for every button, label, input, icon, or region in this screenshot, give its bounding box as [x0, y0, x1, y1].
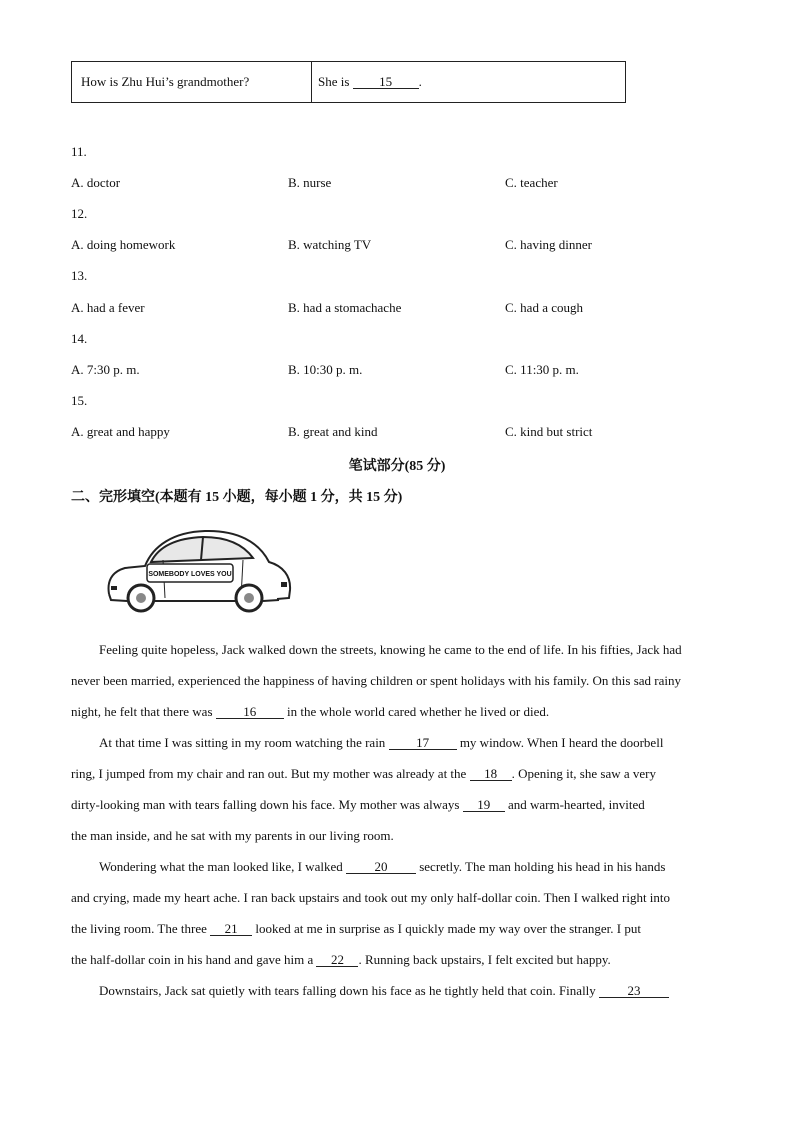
question-number: 15. — [71, 393, 88, 408]
blank-18[interactable]: 18 — [470, 768, 512, 781]
option-a[interactable]: A. doing homework — [71, 237, 176, 252]
passage-line: never been married, experienced the happiness of having children or spent holidays with his family. On this sad rainy — [71, 673, 681, 688]
option-c[interactable]: C. kind but strict — [505, 424, 593, 439]
option-c[interactable]: C. having dinner — [505, 237, 593, 252]
blank-19[interactable]: 19 — [463, 799, 505, 812]
answer-table — [71, 61, 626, 103]
option-a[interactable]: A. 7:30 p. m. — [71, 362, 140, 377]
question-number: 14. — [71, 331, 88, 346]
cloze-passage — [71, 634, 723, 1006]
passage-line: Wondering what the man looked like, I walked 20 secretly. The man holding his head in his hands — [99, 859, 666, 874]
passage-line: Downstairs, Jack sat quietly with tears falling down his face as he tightly held that coin. Finally 23 — [71, 975, 723, 1006]
car-illustration — [103, 524, 295, 614]
table-question-text: How is Zhu Hui’s grandmother? — [81, 74, 250, 89]
option-c[interactable]: C. 11:30 p. m. — [505, 362, 579, 377]
option-b[interactable]: B. watching TV — [288, 237, 372, 252]
question-number: 12. — [71, 206, 88, 221]
table-question-cell — [72, 62, 312, 102]
blank-16[interactable]: 16 — [216, 706, 284, 719]
option-a[interactable]: A. doctor — [71, 175, 121, 190]
car-sign-text: SOMEBODY LOVES YOU — [148, 571, 232, 578]
passage-line: ring, I jumped from my chair and ran out. But my mother was already at the 18 . Opening it, she saw a very — [71, 766, 656, 781]
blank-21[interactable]: 21 — [210, 923, 252, 936]
section-title: 二、完形填空(本题有 15 小题，每小题 1 分，共 15 分) — [71, 490, 403, 505]
option-b[interactable]: B. nurse — [288, 175, 332, 190]
passage-line: the living room. The three 21 looked at me in surprise as I quickly made my way over the stranger. I put — [71, 921, 641, 936]
passage-line: and crying, made my heart ache. I ran back upstairs and took out my only half-dollar coin. Then I walked right into — [71, 890, 671, 905]
option-a[interactable]: A. great and happy — [71, 424, 170, 439]
written-part-title: 笔试部分(85 分) — [348, 459, 446, 474]
option-b[interactable]: B. 10:30 p. m. — [288, 362, 363, 377]
option-c[interactable]: C. had a cough — [505, 300, 583, 315]
blank-22[interactable]: 22 — [316, 954, 358, 967]
table-answer-blank: 15 — [353, 75, 419, 89]
option-b[interactable]: B. great and kind — [288, 424, 378, 439]
question-number: 11. — [71, 144, 87, 159]
blank-17[interactable]: 17 — [389, 737, 457, 750]
table-answer-cell — [318, 74, 422, 90]
blank-23[interactable]: 23 — [599, 985, 669, 998]
option-c[interactable]: C. teacher — [505, 175, 558, 190]
question-number: 13. — [71, 268, 88, 283]
table-answer-prefix: She is — [318, 74, 350, 89]
blank-20[interactable]: 20 — [346, 861, 416, 874]
passage-line: dirty-looking man with tears falling down his face. My mother was always 19 and warm-hearted, invited — [71, 797, 645, 812]
passage-line: night, he felt that there was 16 in the whole world cared whether he lived or died. — [71, 704, 550, 719]
passage-line: Feeling quite hopeless, Jack walked down the streets, knowing he came to the end of life. In his fifties, Jack had — [99, 642, 682, 657]
table-answer-suffix: . — [418, 74, 422, 89]
option-b[interactable]: B. had a stomachache — [288, 300, 402, 315]
option-a[interactable]: A. had a fever — [71, 300, 145, 315]
passage-line: the man inside, and he sat with my parents in our living room. — [71, 828, 394, 843]
passage-line: the half-dollar coin in his hand and gave him a 22 . Running back upstairs, I felt excited but happy. — [71, 952, 611, 967]
passage-line: At that time I was sitting in my room watching the rain 17 my window. When I heard the doorbell — [99, 735, 664, 750]
